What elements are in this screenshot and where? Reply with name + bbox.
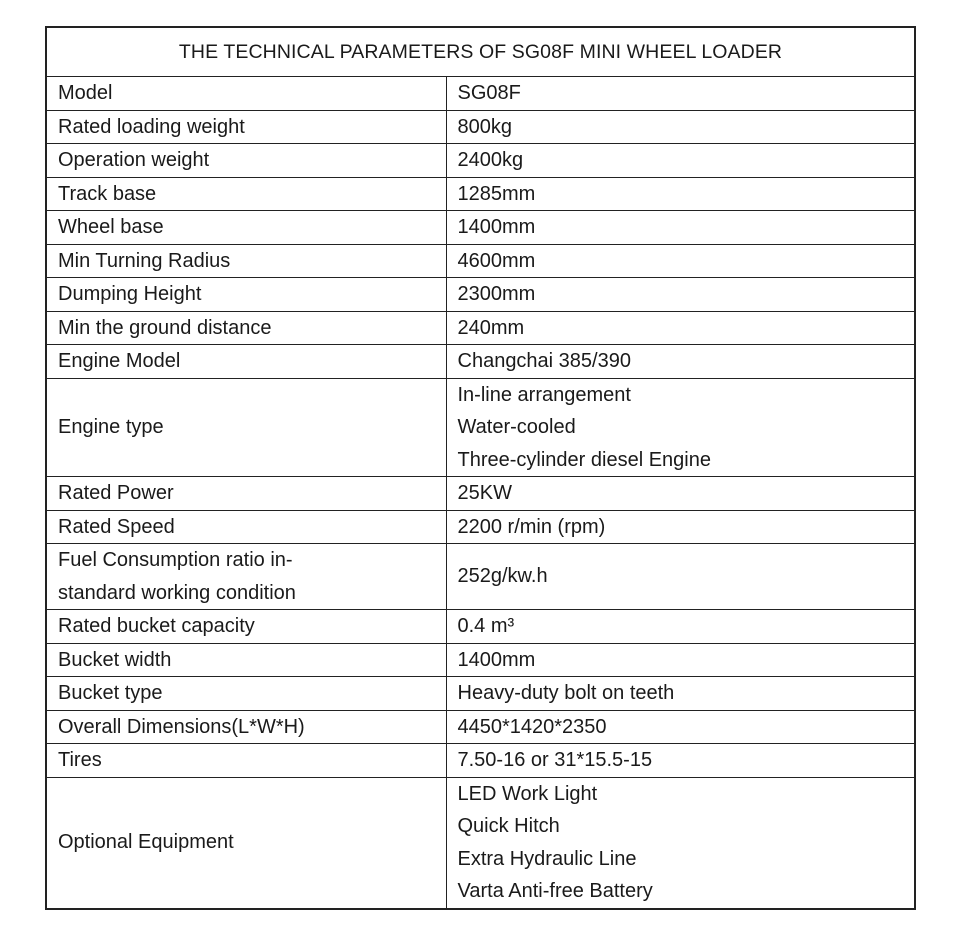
parameter-label: standard working condition [58, 581, 296, 604]
parameter-label-cell [46, 177, 446, 211]
parameter-label: Model [58, 82, 113, 104]
parameter-value: 2400kg [457, 149, 524, 171]
parameter-label-cell [46, 244, 446, 278]
table-row [46, 777, 915, 909]
table-row [46, 510, 915, 544]
table-row [46, 378, 915, 477]
parameter-value-cell [446, 777, 915, 909]
table-row [46, 144, 915, 178]
parameter-label: Tires [58, 749, 102, 771]
parameter-label-cell [46, 77, 446, 111]
parameter-value: 240mm [457, 316, 525, 339]
parameter-value: 1285mm [457, 182, 536, 205]
parameter-value: 4450*1420*2350 [457, 715, 607, 738]
parameter-label: Rated Speed [58, 515, 175, 538]
parameter-value-cell [446, 110, 915, 144]
parameter-label-cell [46, 144, 446, 178]
parameter-value-cell [446, 278, 915, 312]
parameter-label-cell [46, 643, 446, 677]
parameter-label: Optional Equipment [58, 831, 234, 854]
parameter-label: Bucket type [58, 682, 163, 704]
parameter-value-cell [446, 544, 915, 610]
parameter-label: Dumping Height [58, 283, 202, 305]
parameter-value: 25KW [457, 482, 512, 504]
spec-table-body [46, 27, 915, 909]
parameter-value-cell [446, 378, 915, 477]
parameter-label-cell [46, 477, 446, 511]
parameter-value: Three-cylinder diesel Engine [457, 448, 711, 471]
parameter-value-cell [446, 177, 915, 211]
parameter-value-cell [446, 144, 915, 178]
table-row [46, 610, 915, 644]
table-row [46, 643, 915, 677]
parameter-value: Varta Anti-free Battery [457, 880, 653, 902]
parameter-label-cell [46, 278, 446, 312]
parameter-value: 7.50-16 or 31*15.5-15 [457, 749, 653, 771]
parameter-label-cell [46, 677, 446, 711]
parameter-label: Rated loading weight [58, 115, 245, 138]
parameter-value: Water-cooled [457, 416, 576, 438]
parameter-label: Wheel base [58, 216, 164, 238]
parameter-value: Heavy-duty bolt on teeth [457, 682, 675, 704]
table-row [46, 177, 915, 211]
parameter-label-cell [46, 211, 446, 245]
parameter-label-cell [46, 110, 446, 144]
parameter-value-cell [446, 710, 915, 744]
table-row [46, 244, 915, 278]
table-row [46, 110, 915, 144]
table-row [46, 311, 915, 345]
parameter-label: Rated Power [58, 482, 174, 504]
parameter-value: Quick Hitch [457, 815, 560, 837]
table-row [46, 677, 915, 711]
parameter-value: SG08F [457, 82, 521, 104]
parameter-value: 1400mm [457, 216, 536, 238]
parameter-value: 0.4 m³ [457, 615, 515, 637]
parameter-label: Min the ground distance [58, 316, 272, 339]
parameter-label: Rated bucket capacity [58, 615, 255, 637]
parameter-label-cell [46, 610, 446, 644]
table-row [46, 710, 915, 744]
parameter-label: Operation weight [58, 149, 210, 171]
parameter-label-cell [46, 345, 446, 379]
parameter-label: Fuel Consumption ratio in- [58, 549, 293, 571]
parameter-label-cell [46, 744, 446, 778]
table-row [46, 744, 915, 778]
table-row [46, 211, 915, 245]
parameter-value-cell [446, 345, 915, 379]
parameter-value-cell [446, 610, 915, 644]
parameter-value-cell [446, 311, 915, 345]
parameter-label: Min Turning Radius [58, 249, 231, 272]
parameter-label: Overall Dimensions(L*W*H) [58, 715, 305, 738]
parameter-value-cell [446, 244, 915, 278]
parameter-label: Engine type [58, 416, 164, 438]
table-row [46, 77, 915, 111]
parameter-value-cell [446, 744, 915, 778]
parameter-value: Extra Hydraulic Line [457, 847, 637, 870]
table-row [46, 544, 915, 610]
parameter-value: 2300mm [457, 283, 536, 305]
parameter-value-cell [446, 643, 915, 677]
parameter-value-cell [446, 677, 915, 711]
parameter-value: 1400mm [457, 648, 536, 671]
parameter-label-cell [46, 311, 446, 345]
parameter-value: 4600mm [457, 249, 536, 272]
parameter-label-cell [46, 544, 446, 610]
parameter-value-cell [446, 211, 915, 245]
parameter-value: 2200 r/min (rpm) [457, 515, 606, 538]
parameter-value: LED Work Light [457, 782, 598, 805]
parameter-value: Changchai 385/390 [457, 350, 631, 372]
parameter-label: Engine Model [58, 350, 181, 372]
table-title: THE TECHNICAL PARAMETERS OF SG08F MINI WHEEL LOADER [46, 27, 915, 77]
parameter-value-cell [446, 510, 915, 544]
table-row [46, 278, 915, 312]
parameter-label: Track base [58, 182, 157, 205]
parameter-value: In-line arrangement [457, 383, 631, 406]
parameter-label-cell [46, 710, 446, 744]
spec-table [45, 26, 916, 910]
parameter-value: 252g/kw.h [457, 565, 548, 588]
parameter-label: Bucket width [58, 648, 172, 671]
parameter-value-cell [446, 477, 915, 511]
parameter-value: 800kg [457, 115, 512, 138]
parameter-label-cell [46, 378, 446, 477]
table-row [46, 345, 915, 379]
table-row [46, 477, 915, 511]
parameter-label-cell [46, 777, 446, 909]
title-row [46, 27, 915, 77]
parameter-value-cell [446, 77, 915, 111]
parameter-label-cell [46, 510, 446, 544]
